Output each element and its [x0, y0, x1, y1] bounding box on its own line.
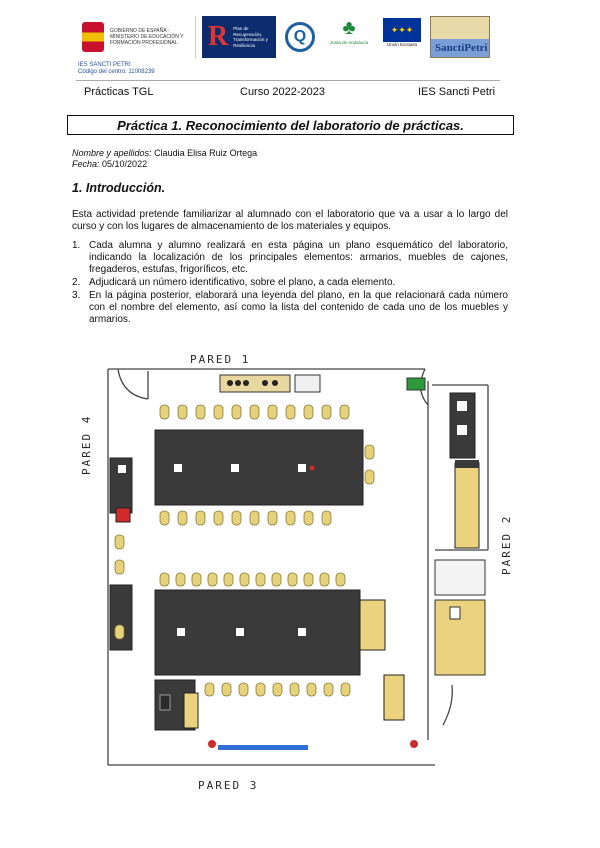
date-label: Fecha: [72, 159, 100, 169]
list-item: 2. Adjudicará un número identificativo, sobre el plano, a cada elemento. [72, 277, 396, 288]
bottom-left-side-cabinet [184, 693, 198, 728]
bench-outlet-icon [177, 628, 185, 636]
right-shelf-top [455, 460, 479, 468]
red-box-icon [116, 508, 130, 522]
lab-floor-plan [70, 345, 520, 795]
right-wall-shelf [455, 463, 479, 548]
bench-outlet-icon [236, 628, 244, 636]
right-cabinet-label-icon [450, 607, 460, 619]
student-name-row [72, 148, 257, 159]
cabinet-tag-icon [118, 465, 126, 473]
bench-outlet-icon [298, 464, 306, 472]
wall-3-label: PARED 3 [198, 779, 259, 792]
student-name-label: Nombre y apellidos: [72, 148, 152, 158]
left-wall-cabinet-2 [110, 585, 132, 650]
upper-lab-bench [155, 430, 363, 505]
junta-emblem-icon: ♣ [342, 17, 356, 39]
intro-paragraph: Esta actividad pretende familiarizar al alumnado con el laboratorio que va a usar a lo largo del curso y con los lugares de almacenamiento de los materiales y equipos. [72, 209, 508, 232]
prtr-r-icon: R [208, 21, 229, 52]
student-name-value: Claudia Elisa Ruiz Ortega [154, 148, 258, 158]
cabinet-tag-icon [457, 425, 467, 435]
bench-tap-icon [310, 466, 315, 471]
prtr-logo [202, 16, 276, 58]
centre-code: Código del centro: 11008239 [78, 69, 155, 75]
top-cabinet-small [295, 375, 320, 392]
bottom-right-cabinet [384, 675, 404, 720]
right-appliance [435, 560, 485, 595]
wall-4-label: PARED 4 [80, 414, 93, 475]
instructions-list [72, 240, 508, 327]
list-item: 3. En la página posterior, elaborará una leyenda del plano, en la que relacionará cada número con el nombre del elemento, así como la lista del contenido de cada uno de los muebles y armarios. [72, 290, 508, 325]
junta-logo-text: Junta de Andalucía [329, 40, 369, 45]
header-course: Curso 2022-2023 [240, 86, 326, 98]
wall-1-label: PARED 1 [190, 353, 251, 366]
cabinet-tag-icon [457, 401, 467, 411]
quality-logo [283, 16, 317, 58]
date-value: 05/10/2022 [102, 159, 148, 169]
lower-bench-cabinet [360, 600, 385, 650]
prtr-logo-text: Plan de Recuperación, Transformación y Resiliencia [233, 26, 268, 48]
ministry-logo [78, 16, 196, 58]
bottom-red-marker-icon [410, 740, 418, 748]
header-subject: Prácticas TGL [84, 86, 154, 98]
header-school: IES Sancti Petri [418, 86, 496, 98]
centre-name: IES SANCTI PETRI [78, 62, 131, 68]
eu-flag-icon: ✦✦✦ [383, 18, 421, 42]
eu-logo-text: Unión Europea [386, 42, 418, 47]
quality-q-icon: Q [285, 22, 315, 52]
bench-outlet-icon [231, 464, 239, 472]
bottom-blue-strip [218, 745, 308, 750]
bottom-red-marker-icon [208, 740, 216, 748]
lower-lab-bench [155, 590, 360, 675]
section-heading: 1. Introducción. [72, 181, 166, 195]
eu-logo [380, 16, 424, 58]
fridge-icon [160, 695, 170, 710]
header-divider [76, 80, 500, 81]
spain-crest-icon [82, 22, 104, 52]
junta-logo [324, 16, 374, 58]
sancti-petri-logo [430, 16, 490, 58]
sancti-petri-logo-text: SanctiPetri [435, 42, 488, 54]
page-title: Práctica 1. Reconocimiento del laboratorio de prácticas. [67, 115, 514, 135]
bench-outlet-icon [174, 464, 182, 472]
date-row [72, 159, 147, 170]
list-item: 1. Cada alumna y alumno realizará en esta página un plano esquemático del laboratorio, indicando la localización de los principales elementos: armarios, muebles de cajones, fregaderos, estufas, frigoríficos, etc. [72, 240, 508, 275]
green-extinguisher-icon [407, 378, 425, 390]
centre-info [78, 62, 155, 76]
bench-outlet-icon [298, 628, 306, 636]
wall-2-label: PARED 2 [500, 514, 513, 575]
ministry-logo-text: GOBIERNO DE ESPAÑA · MINISTERIO DE EDUCACIÓN Y FORMACIÓN PROFESIONAL [110, 28, 184, 46]
